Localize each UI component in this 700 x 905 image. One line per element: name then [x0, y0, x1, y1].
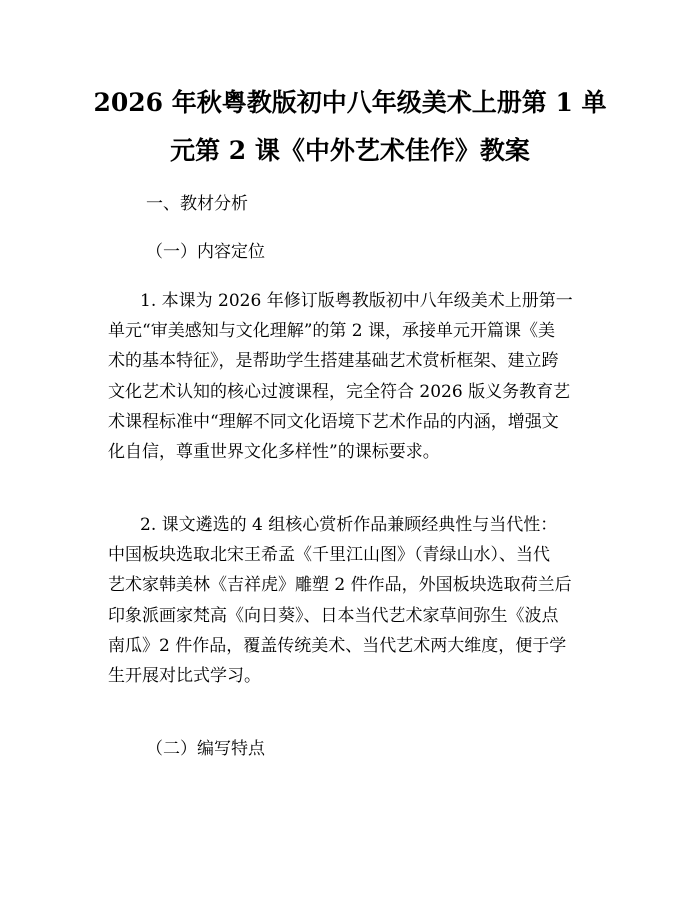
document-title-line-1: 2026 年秋粤教版初中八年级美术上册第 1 单	[93, 88, 607, 117]
paragraph-line: 1. 本课为 2026 年修订版粤教版初中八年级美术上册第一	[140, 291, 573, 311]
paragraph-line: 化自信，尊重世界文化多样性”的课标要求。	[108, 441, 440, 462]
subsection-heading-content-positioning: （一）内容定位	[146, 242, 265, 262]
paragraph-line: 单元“审美感知与文化理解”的第 2 课，承接单元开篇课《美	[108, 321, 556, 342]
paragraph-line: 艺术家韩美林《吉祥虎》雕塑 2 件作品，外国板块选取荷兰后	[108, 575, 572, 596]
paragraph-line: 2. 课文遴选的 4 组核心赏析作品兼顾经典性与当代性：	[140, 515, 558, 535]
paragraph-1	[108, 286, 608, 467]
paragraph-line: 术的基本特征》，是帮助学生搭建基础艺术赏析框架、建立跨	[108, 351, 559, 372]
paragraph-2	[108, 510, 608, 691]
paragraph-line: 术课程标准中“理解不同文化语境下艺术作品的内涵，增强文	[108, 411, 559, 432]
section-heading-textbook-analysis: 一、教材分析	[146, 194, 248, 214]
paragraph-line: 印象派画家梵高《向日葵》、日本当代艺术家草间弥生《波点	[108, 605, 559, 626]
paragraph-line: 文化艺术认知的核心过渡课程，完全符合 2026 版义务教育艺	[108, 381, 571, 402]
subsection-heading-writing-features: （二）编写特点	[146, 739, 265, 759]
paragraph-line: 中国板块选取北宋王希孟《千里江山图》（青绿山水）、当代	[108, 545, 550, 566]
document-title-line-2: 元第 2 课《中外艺术佳作》教案	[170, 136, 530, 165]
paragraph-line: 生开展对比式学习。	[108, 665, 261, 686]
paragraph-line: 南瓜》2 件作品，覆盖传统美术、当代艺术两大维度，便于学	[108, 635, 567, 656]
